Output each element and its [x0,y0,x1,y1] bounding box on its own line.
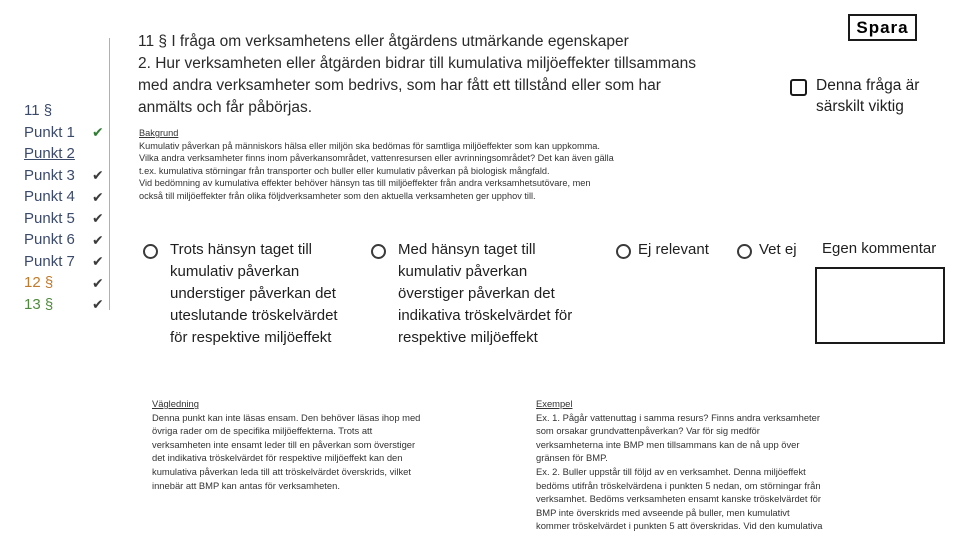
example-line: Ex. 1. Pågår vattenuttag i samma resurs? Finns andra verksamheter [536,411,820,423]
option-not-relevant[interactable] [616,239,726,261]
example-line: bedöms utifrån tröskelvärdena i punkten 5 nedan, om störningar från [536,479,821,491]
radio-button[interactable] [737,244,752,259]
guidance-section [152,397,472,492]
nav-item-label: Punkt 6 [24,231,75,249]
check-icon: ✔ [92,188,104,205]
example-line: Ex. 2. Buller uppstår till följd av en verksamhet. Denna miljöeffekt [536,465,806,477]
nav-item-punkt-1[interactable] [24,122,114,144]
background-line: också till miljöeffekter från olika följdverksamheter som den aktuella verksamheten ger upphov till. [139,190,536,201]
option-label: Vet ej [759,241,797,258]
nav-item-punkt-2[interactable] [24,143,114,165]
example-line: verksamhet. Bedöms verksamheten ensamt kanske tröskelvärdet för [536,493,822,505]
check-icon: ✔ [92,231,104,248]
guidance-line: verksamheten inte ensamt leder till en påverkan som överstiger [152,438,416,450]
nav-item-12-section[interactable] [24,272,114,294]
background-section [139,127,714,202]
nav-item-label: Punkt 7 [24,252,75,270]
example-section [536,397,886,533]
option-label: Ej relevant [638,241,709,258]
check-icon: ✔ [92,210,104,227]
nav-item-punkt-7[interactable] [24,251,114,273]
nav-item-label: 11 § [24,102,53,120]
background-heading: Bakgrund [139,128,179,138]
check-icon: ✔ [92,296,104,313]
guidance-line: innebär att BMP kan antas för verksamheten. [152,479,340,491]
option-label: Med hänsyn taget till kumulativ påverkan överstiger påverkan det indikativa tröskelvärdet för respektive miljöeffekt [398,241,573,346]
guidance-line: det indikativa tröskelvärdet för respektive miljöeffekt kan den [152,452,403,464]
nav-item-label: Punkt 2 [24,145,75,163]
nav-item-label: Punkt 4 [24,188,75,206]
save-button[interactable]: Spara [848,14,917,41]
radio-button[interactable] [143,244,158,259]
background-line: t.ex. kumulativa störningar från transporter och buller eller kumulativ påverkan på biologisk mångfald. [139,165,550,176]
option-below-threshold[interactable] [143,239,358,349]
check-icon: ✔ [92,274,104,291]
important-checkbox[interactable] [790,79,807,96]
example-line: BMP inte överskrids med avseende på buller, men kumulativt [536,506,790,518]
example-line: kommer tröskelvärdet i punkten 5 att överskridas. Vid den kumulativa [536,520,823,532]
background-line: Kumulativ påverkan på människors hälsa eller miljön ska bedömas för samtliga miljöeffekter som kan uppkomma. [139,140,600,151]
guidance-line: Denna punkt kan inte läsas ensam. Den behöver läsas ihop med [152,411,421,423]
nav-item-punkt-4[interactable] [24,186,114,208]
nav-item-11-section[interactable] [24,100,114,122]
nav-item-label: Punkt 5 [24,209,75,227]
question-header [138,31,718,119]
example-line: verksamheterna inte BMP men tillsammans kan de nå upp över [536,438,800,450]
radio-button[interactable] [616,244,631,259]
check-icon: ✔ [92,253,104,270]
background-line: Vid bedömning av kumulativa effekter behöver hänsyn tas till miljöeffekter från andra verksamhetsutövare, men [139,178,591,188]
check-icon: ✔ [92,167,104,184]
question-title: 11 § I fråga om verksamhetens eller åtgärdens utmärkande egenskaper [138,33,629,50]
important-checkbox-label: Denna fråga är särskilt viktig [816,77,920,115]
example-heading: Exempel [536,398,573,409]
check-icon: ✔ [92,124,104,141]
nav-item-punkt-3[interactable] [24,165,114,187]
comment-label: Egen kommentar [822,240,937,257]
option-above-threshold[interactable] [371,239,586,349]
radio-button[interactable] [371,244,386,259]
background-line: Vilka andra verksamheter finns inom påverkansområdet, vattenresursen eller avrinningsområdet? Det kan även gälla [139,153,614,163]
nav-item-punkt-6[interactable] [24,229,114,251]
option-dont-know[interactable] [737,239,812,261]
nav-item-13-section[interactable] [24,294,114,316]
option-label: Trots hänsyn taget till kumulativ påverkan understiger påverkan det uteslutande tröskelvärdet för respektive miljöeffekt [170,241,338,346]
nav-item-label: Punkt 3 [24,166,75,184]
question-text: 2. Hur verksamheten eller åtgärden bidrar till kumulativa miljöeffekter tillsammans med andra verksamheter som bedrivs, som har fått ett tillstånd eller som har anmälts och får påbörjas. [138,55,696,116]
section-nav [24,100,114,315]
example-line: som orsakar grundvattenpåverkan? Var för sig medför [536,425,760,437]
guidance-line: kumulativa påverkan leda till att tröskelvärdet överskrids, vilket [152,465,411,477]
nav-item-label: 13 § [24,295,54,313]
nav-item-punkt-5[interactable] [24,208,114,230]
guidance-heading: Vägledning [152,398,199,409]
nav-item-label: Punkt 1 [24,123,75,141]
nav-item-label: 12 § [24,274,54,292]
example-line: gränsen för BMP. [536,452,608,464]
guidance-line: övriga rader om de specifika miljöeffekterna. Trots att [152,425,373,437]
comment-textarea[interactable] [815,267,945,344]
